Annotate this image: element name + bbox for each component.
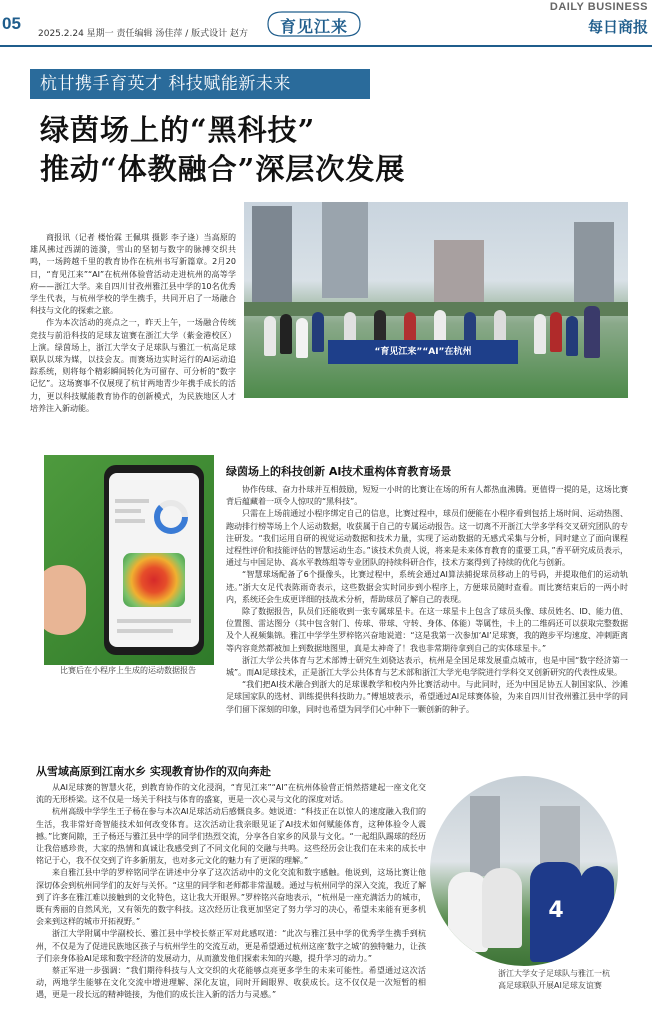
- player-figure: [312, 312, 324, 352]
- intro-column: [30, 232, 236, 415]
- donut-chart-icon: [109, 479, 199, 549]
- section2-paragraph: 来自雅江县中学的罗梓铭同学在讲述中分享了这次活动中的文化交流和数字感触。他说到，这场比赛让他深切体会到杭州同学们的友好与关怀。“这里的同学和老师都非常温暖。通过与杭州同学的深入交流，我近了解到了许多在雅江难以接触到的文化特色，这让我大开眼界。”罗梓铭兴奋地表示，“杭州是一座充满活力的城市，既有秀丽的自然风光，又有领先的数字科技。这次经历让我更加坚定了努力学习的决心，希望未来能有更多机会来到这样的城市开拓视野。”: [36, 868, 426, 927]
- headline-line2: 推动“体教融合”深层次发展: [40, 152, 406, 186]
- phone-photo-caption: 比赛后在小程序上生成的运动数据报告: [60, 666, 196, 675]
- player-figure: [550, 312, 562, 352]
- building-shape: [574, 222, 614, 312]
- building-shape: [322, 202, 368, 298]
- brand-english: DAILY BUSINESS: [549, 1, 648, 13]
- building-shape: [252, 206, 292, 316]
- player-figure: [534, 314, 546, 354]
- section1-paragraph: 协作传球、奋力扑球并互相鼓励，短短一小时的比赛让在场的所有人都热血沸腾。更值得一提的是，这场比赛背后蕴藏着一项令人惊叹的“黑科技”。: [226, 485, 628, 507]
- phone-device: [104, 465, 204, 655]
- player-figure: [530, 862, 582, 962]
- kids-photo-caption-line1: 浙江大学女子足球队与雅江一杭: [498, 969, 610, 978]
- page-number: 05: [2, 14, 21, 33]
- phone-screen: [109, 473, 199, 647]
- section2-paragraph: 杭州高级中学学生王子杨在参与本次AI足球活动后感慨良多。她说道：“科技正在以惊人的速度融入我们的生活，我非常好奇智能技术如何改变体育。这次活动让我亲眼见证了AI技术如何赋能体育，这种体验令人震撼。”比赛间隙，王子杨还与雅江县中学的同学们热烈交流，分享各自家乡的风景与文化。“一起组队踢球的经历让我倍感珍贵，大家的热情和真诚让我感受到了不同文化间的交融与共鸣。这些经历会让我们在未来的成长中铭记于心，我不仅交到了许多新朋友，也对多元文化的魅力有了更深的理解。”: [36, 807, 426, 866]
- kids-photo-caption-line2: 高足球联队开展AI足球友谊赛: [498, 981, 602, 990]
- friendship-photo: [430, 776, 618, 966]
- section1-paragraph: 只需在上场前通过小程序绑定自己的信息，比赛过程中，球员们便能在小程序看到包括上场时间、运动热图、跑动排行榜等场上个人运动数据，收获属于自己的专属运动报告。这一切离不开浙江大学多学科交叉研究团队的专注研发。“我们运用自研的视觉运动数据和技术力量，实现了运动数据的无感式采集与分析，同时建立了面向课程过程性评价和技能评估的智慧运动生态。”该技术负责人说，将来是未来体育教育的重要工具，”香平研究成员表示，通过与中国足协、高水平教练组等专业团队的持续科研合作，技术方案得到了持续的优化与创新。: [226, 509, 628, 568]
- section2-body: [36, 782, 426, 1002]
- section2-paragraph: 蔡正军进一步强调：“我们期待科技与人文交织的火花能够点亮更多学生的未来可能性。希望通过这次活动，两地学生能够在文化交流中增进理解、深化友谊，同时开阔眼界、收获成长。这不仅仅是一次短暂的相遇，更是一段长远的精神链接，为他们的成长注入新的活力与灵感。”: [36, 966, 426, 1000]
- section2-paragraph: 从AI足球赛的智慧火花，到教育协作的文化浸润，“育见江来”“AI”在杭州体验营正悄然搭建起一座文化交流的无形桥梁。这不仅是一场关于科技与体育的盛宴，更是一次心灵与文化的深度对话。: [36, 783, 426, 805]
- building-shape: [470, 796, 500, 876]
- player-figure: [482, 868, 522, 948]
- brand-chinese: 每日商报: [587, 18, 648, 36]
- screen-text-line: [117, 619, 191, 623]
- player-figure: [580, 866, 614, 946]
- section1-paragraph: “我们把AI技术融合到浙大的足球课教学和校内外比赛活动中。与此同时，还为中国足协五人制国家队、沙滩足球国家队的选材、训练提供科技助力。”傅旭坡表示，希望通过AI足球赛体验，为来自四川甘孜州雅江县中学的同学们留下深刻的印象，同时也希望为同学们心中种下一颗创新的种子。: [226, 680, 628, 714]
- intro-paragraph-1: 商报讯（记者 楼怡霖 王佩琪 摄影 李子逢）当高原的雄风拂过西湖的涟漪，雪山的坚韧与数字的脉搏交织共鸣，一场跨越千里的教育协作在杭州书写新篇章。2月20日，“育见江来”“AI”在杭州体验营活动走进杭州的高等学府——浙江大学。来自四川甘孜州雅江县中学的10名优秀学生代表，与杭州学校的学生携手，共同开启了一场融合科技与文化的探索之旅。: [30, 233, 236, 316]
- player-figure: [584, 306, 600, 358]
- column-logo: [264, 8, 364, 40]
- section1-title: 绿茵场上的科技创新 AI技术重构体育教育场景: [226, 465, 452, 478]
- hand-shape: [44, 565, 86, 635]
- section2-paragraph: 浙江大学附属中学副校长、雅江县中学校长蔡正军对此感叹道：“此次与雅江县中学的优秀学生携手到杭州，不仅是为了促进民族地区孩子与杭州学生的交流互动，更是希望通过杭州这座‘数字之城’的独特魅力，让孩子们亲身体验AI足球和数字经济的发展动力，从而激发他们探索未知的兴趣，提升学习的动力。”: [36, 929, 426, 963]
- screen-text-line: [117, 629, 173, 633]
- issue-meta: 2025.2.24 星期一 责任编辑 汤佳萍 / 版式设计 赵方: [38, 29, 249, 39]
- intro-paragraph-2: 作为本次活动的亮点之一，昨天上午，一场融合传统竞技与前沿科技的足球友谊赛在浙江大学（紫金港校区）上演。绿茵场上，浙江大学女子足球队与雅江一杭高足球联队以球为媒，以技会友。而赛场边实时运行的AI运动追踪系统，则将每个精彩瞬间转化为可留存、可分析的“数字记忆”。这场赛事不仅展现了杭甘两地青少年携手成长的活力，更以科技赋能教育协作的创新模式，为民族地区人才培养注入新动能。: [30, 318, 236, 413]
- logo-text: 育见江来: [279, 17, 348, 36]
- player-figure: [264, 316, 276, 356]
- section1-paragraph: “智慧球场配备了6个摄像头，比赛过程中，系统会通过AI算法捕捉球员移动上的号码，并提取他们的运动轨迹。”浙大女足代表陈雨奇表示，这些数据会实时同步到小程序上，方便球员随时查看。而比赛结束后的一两小时内，系统还会生成更详细的技战术分析，帮助球员了解自己的表现。: [226, 570, 628, 604]
- section1-paragraph: 除了数据报告，队员们还能收到一张专属球星卡。在这一球星卡上包含了球员头像、球员姓名、ID、能力值、位置图、雷达图分（其中包含射门、传球、带球、守转、身体、体能）等属性，卡上的二维码还可以获取完整数据及个人视频集锦。雅江中学学生罗梓铭兴奋地说道：“这是我第一次参加‘AI’足球赛，我的跑步平均速度、冲刺距离等内容竟然都被加上到数据地图里，真是太神奇了！我也非常期待拿到自己的实体球星卡。”: [226, 607, 628, 653]
- headline-line1: 绿茵场上的“黑科技”: [40, 113, 316, 147]
- section1-paragraph: 浙江大学公共体育与艺术部博士研究生刘骁达表示，杭州是全国足球发展重点城市，也是中国“数字经济第一城”。而AI足球技术，正是浙江大学公共体育与艺术部和浙江大学光电学院进行学科交叉创新研究的代表性成果。: [226, 655, 628, 678]
- jersey-number: 4: [548, 898, 564, 923]
- page-header: [0, 0, 652, 48]
- topic-banner: 杭甘携手育英才 科技赋能新未来: [30, 69, 370, 99]
- section2-title: 从雪域高原到江南水乡 实现教育协作的双向奔赴: [36, 765, 271, 778]
- team-banner-cloth: “育见江来”“AI”在杭州: [328, 340, 518, 364]
- player-figure: [280, 314, 292, 354]
- heatmap-graphic: [123, 553, 185, 607]
- team-photo: [244, 202, 628, 398]
- player-figure: [296, 318, 308, 358]
- section1-body: [226, 484, 628, 716]
- player-figure: [566, 316, 578, 356]
- building-shape: [434, 240, 484, 310]
- header-rule: [0, 45, 652, 47]
- phone-report-photo: [44, 455, 214, 665]
